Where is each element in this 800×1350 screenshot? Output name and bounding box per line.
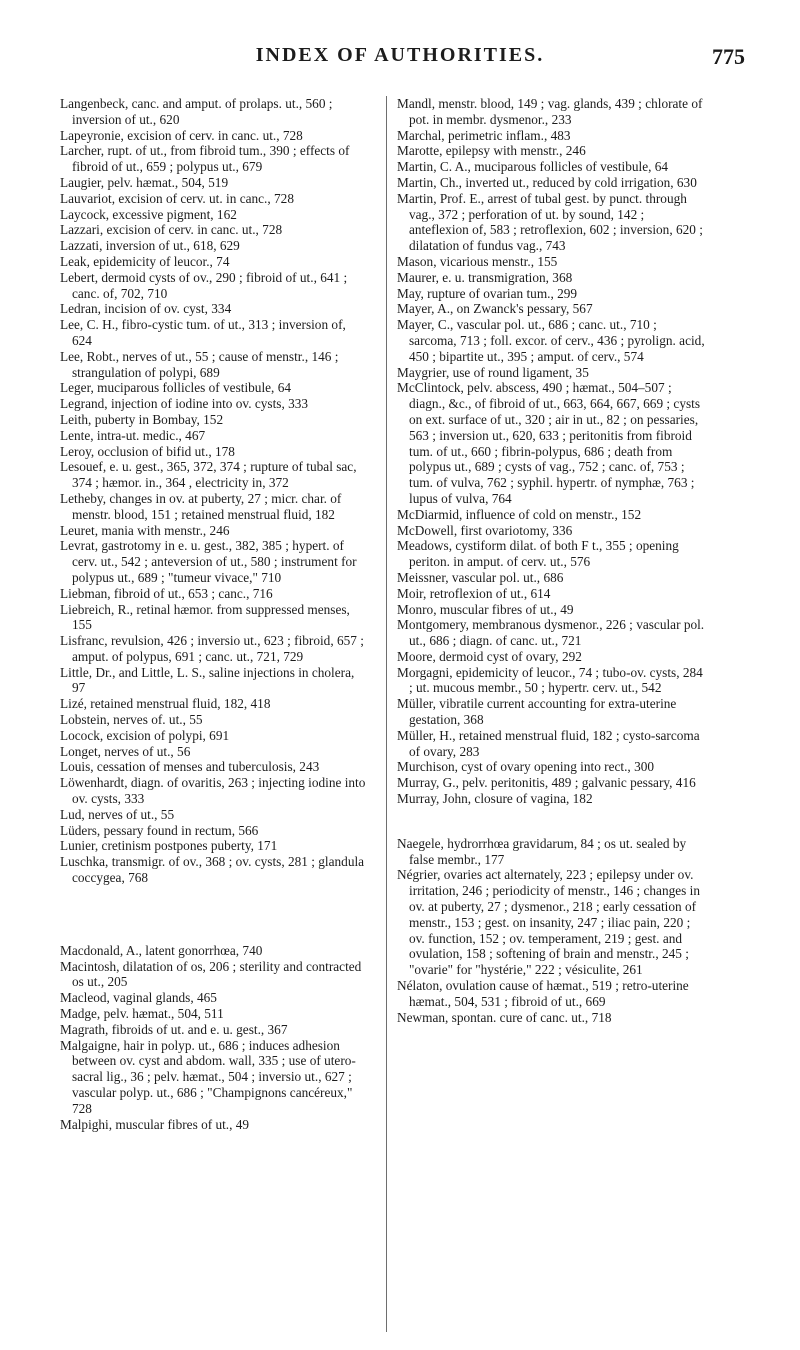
- index-entry: Martin, Ch., inverted ut., reduced by cold irrigation, 630: [397, 174, 697, 190]
- index-entry: Lisfranc, revulsion, 426 ; inversio ut., 623 ; fibroid, 657 ; amput. of polypus, 691 ; canc. ut., 721, 729: [60, 633, 364, 664]
- index-entry: Montgomery, membranous dysmenor., 226 ; vascular pol. ut., 686 ; diagn. of canc. ut., 721: [397, 617, 705, 649]
- index-entry: Ledran, incision of ov. cyst, 334: [60, 301, 232, 317]
- index-entry: Lobstein, nerves of. ut., 55: [60, 712, 203, 728]
- left-column: [60, 96, 368, 1132]
- index-entry: Maygrier, use of round ligament, 35: [397, 364, 589, 380]
- index-entry: Macleod, vaginal glands, 465: [60, 990, 217, 1006]
- index-entry: Little, Dr., and Little, L. S., saline injections in cholera, 97: [60, 664, 355, 696]
- index-entry: Löwenhardt, diagn. of ovaritis, 263 ; injecting iodine into ov. cysts, 333: [60, 775, 366, 807]
- index-entry: Négrier, ovaries act alternately, 223 ; epilepsy under ov. irritation, 246 ; periodicity of menstr., 146 ; changes in ov. at puberty, 27 ; dysmenor., 218 ; early cessation of menstr., 153 ; gest. on insanity, 247 ; iliac pain, 220 ; ov. function, 152 ; ov. temperament, 219 ; gest. and ovulation, 158 ; softening of brain and menstr., 245 ; "ovarie" for "hystérie," 222 ; vésiculite, 261: [397, 867, 700, 978]
- index-entry: Martin, C. A., muciparous follicles of vestibule, 64: [397, 159, 669, 175]
- index-entry: Murray, G., pelv. peritonitis, 489 ; galvanic pessary, 416: [397, 775, 696, 791]
- index-entry: Lüders, pessary found in rectum, 566: [60, 822, 259, 838]
- index-entry: Liebman, fibroid of ut., 653 ; canc., 716: [60, 585, 273, 601]
- index-entry: Lizé, retained menstrual fluid, 182, 418: [60, 696, 271, 712]
- index-entry: Magrath, fibroids of ut. and e. u. gest., 367: [60, 1021, 288, 1037]
- index-entry: Murray, John, closure of vagina, 182: [397, 791, 593, 807]
- index-entry: Leith, puberty in Bombay, 152: [60, 411, 224, 427]
- index-entry: Mayer, C., vascular pol. ut., 686 ; canc. ut., 710 ; sarcoma, 713 ; foll. excor. of cerv., 436 ; pyrolign. acid, 450 ; bipartite ut., 395 ; amput. of cerv., 574: [397, 317, 705, 364]
- index-entry: Lunier, cretinism postpones puberty, 171: [60, 838, 278, 854]
- column-divider: [386, 96, 387, 1332]
- index-entry: Laugier, pelv. hæmat., 504, 519: [60, 174, 229, 190]
- page-header: [0, 44, 800, 74]
- index-entry: Lente, intra-ut. medic., 467: [60, 427, 206, 443]
- index-entry: Malgaigne, hair in polyp. ut., 686 ; induces adhesion between ov. cyst and abdom. wall, 335 ; use of utero-sacral lig., 36 ; pelv. hæmat., 504 ; inversio ut., 627 ; vascular polyp. ut., 686 ; "Champignons cancéreux," 728: [60, 1037, 356, 1116]
- index-entry: Morgagni, epidemicity of leucor., 74 ; tubo-ov. cysts, 284 ; ut. mucous membr., 50 ; hypertr. cerv. ut., 542: [397, 664, 703, 696]
- index-entry: Leak, epidemicity of leucor., 74: [60, 253, 230, 269]
- index-entry: McClintock, pelv. abscess, 490 ; hæmat., 504–507 ; diagn., &c., of fibroid of ut., 663, 664, 667, 669 ; cysts on ext. surface of ut., 320 ; air in ut., 82 ; on pessaries, 563 ; inversion ut., 620, 633 ; peritonitis from fibroid tum. of ut., 660 ; fibrin-polypus, 686 ; death from polypus ut., 689 ; cysts of vag., 752 ; canc. of, 753 ; tum. of vulva, 762 ; syphil. hypertr. of nymphæ, 763 ; lupus of vulva, 764: [397, 380, 701, 506]
- index-entry: Lud, nerves of ut., 55: [60, 806, 175, 822]
- index-entry: Mason, vicarious menstr., 155: [397, 253, 558, 269]
- index-entry: Longet, nerves of ut., 56: [60, 743, 191, 759]
- index-entry: Lazzari, excision of cerv. in canc. ut., 728: [60, 222, 283, 238]
- index-entry: Meadows, cystiform dilat. of both F t., 355 ; opening periton. in amput. of cerv. ut., 576: [397, 538, 679, 570]
- index-entry: McDiarmid, influence of cold on menstr., 152: [397, 506, 642, 522]
- index-entry: Naegele, hydrorrhœa gravidarum, 84 ; os ut. sealed by false membr., 177: [397, 835, 687, 867]
- index-entry: Müller, vibratile current accounting for extra-uterine gestation, 368: [397, 696, 677, 728]
- index-entry: Meissner, vascular pol. ut., 686: [397, 569, 564, 585]
- index-entry: Monro, muscular fibres of ut., 49: [397, 601, 574, 617]
- index-entry: Maurer, e. u. transmigration, 368: [397, 269, 573, 285]
- index-entry: Malpighi, muscular fibres of ut., 49: [60, 1116, 250, 1132]
- index-entry: Lesouef, e. u. gest., 365, 372, 374 ; rupture of tubal sac, 374 ; hæmor. in., 364 , electricity in, 372: [60, 459, 357, 491]
- index-entry: Lapeyronie, excision of cerv. in canc. ut., 728: [60, 127, 303, 143]
- index-entry: Levrat, gastrotomy in e. u. gest., 382, 385 ; hypert. of cerv. ut., 542 ; anteversion of ut., 580 ; instrument for polypus ut., 689 ; "tumeur vivace," 710: [60, 538, 357, 585]
- index-entry: Nélaton, ovulation cause of hæmat., 519 ; retro-uterine hæmat., 504, 531 ; fibroid of ut., 669: [397, 978, 689, 1009]
- index-entry: Lee, Robt., nerves of ut., 55 ; cause of menstr., 146 ; strangulation of polypi, 689: [60, 348, 339, 380]
- index-entry: Lazzati, inversion of ut., 618, 629: [60, 238, 240, 254]
- index-entry: Macdonald, A., latent gonorrhœa, 740: [60, 942, 263, 958]
- index-entry: Larcher, rupt. of ut., from fibroid tum., 390 ; effects of fibroid of ut., 659 ; polypus ut., 679: [60, 143, 350, 175]
- index-entry: Macintosh, dilatation of os, 206 ; sterility and contracted os ut., 205: [60, 958, 362, 990]
- index-entry: Marotte, epilepsy with menstr., 246: [397, 143, 586, 159]
- index-entry: Letheby, changes in ov. at puberty, 27 ; micr. char. of menstr. blood, 151 ; retained menstrual fluid, 182: [60, 490, 342, 522]
- index-entry: Murchison, cyst of ovary opening into rect., 300: [397, 759, 655, 775]
- index-entry: Laycock, excessive pigment, 162: [60, 206, 237, 222]
- index-entry: Lee, C. H., fibro-cystic tum. of ut., 313 ; inversion of, 624: [60, 317, 346, 348]
- index-entry: Luschka, transmigr. of ov., 368 ; ov. cysts, 281 ; glandula coccygea, 768: [60, 854, 365, 886]
- index-entry: Lebert, dermoid cysts of ov., 290 ; fibroid of ut., 641 ; canc. of, 702, 710: [60, 269, 348, 301]
- right-column: [397, 96, 705, 1025]
- index-entry: Mayer, A., on Zwanck's pessary, 567: [397, 301, 593, 317]
- index-entry: Leuret, mania with menstr., 246: [60, 522, 230, 538]
- index-entry: Mandl, menstr. blood, 149 ; vag. glands, 439 ; chlorate of pot. in membr. dysmenor., 233: [397, 96, 703, 127]
- index-entry: Locock, excision of polypi, 691: [60, 727, 230, 743]
- index-entry: Legrand, injection of iodine into ov. cysts, 333: [60, 396, 309, 412]
- running-head: INDEX OF AUTHORITIES.: [255, 44, 545, 66]
- index-entry: May, rupture of ovarian tum., 299: [397, 285, 578, 301]
- index-entry: Madge, pelv. hæmat., 504, 511: [60, 1006, 224, 1022]
- page-number: 775: [712, 44, 745, 69]
- index-entry: Leger, muciparous follicles of vestibule, 64: [60, 380, 291, 396]
- index-entry: Moore, dermoid cyst of ovary, 292: [397, 648, 582, 664]
- index-entry: Langenbeck, canc. and amput. of prolaps. ut., 560 ; inversion of ut., 620: [60, 96, 333, 127]
- index-entry: McDowell, first ovariotomy, 336: [397, 522, 573, 538]
- index-entry: Liebreich, R., retinal hæmor. from suppressed menses, 155: [60, 601, 350, 633]
- index-entry: Newman, spontan. cure of canc. ut., 718: [397, 1009, 612, 1025]
- index-entry: Lauvariot, excision of cerv. ut. in canc., 728: [60, 190, 294, 206]
- index-entry: Louis, cessation of menses and tuberculosis, 243: [60, 759, 320, 775]
- index-entry: Müller, H., retained menstrual fluid, 182 ; cysto-sarcoma of ovary, 283: [397, 727, 700, 759]
- index-entry: Martin, Prof. E., arrest of tubal gest. by punct. through vag., 372 ; perforation of ut. by sound, 142 ; anteflexion of, 583 ; retroflexion, 602 ; inversion, 620 ; dilatation of fundus vag., 743: [397, 190, 703, 254]
- index-entry: Moir, retroflexion of ut., 614: [397, 585, 551, 601]
- index-entry: Leroy, occlusion of bifid ut., 178: [60, 443, 235, 459]
- index-entry: Marchal, perimetric inflam., 483: [397, 127, 571, 143]
